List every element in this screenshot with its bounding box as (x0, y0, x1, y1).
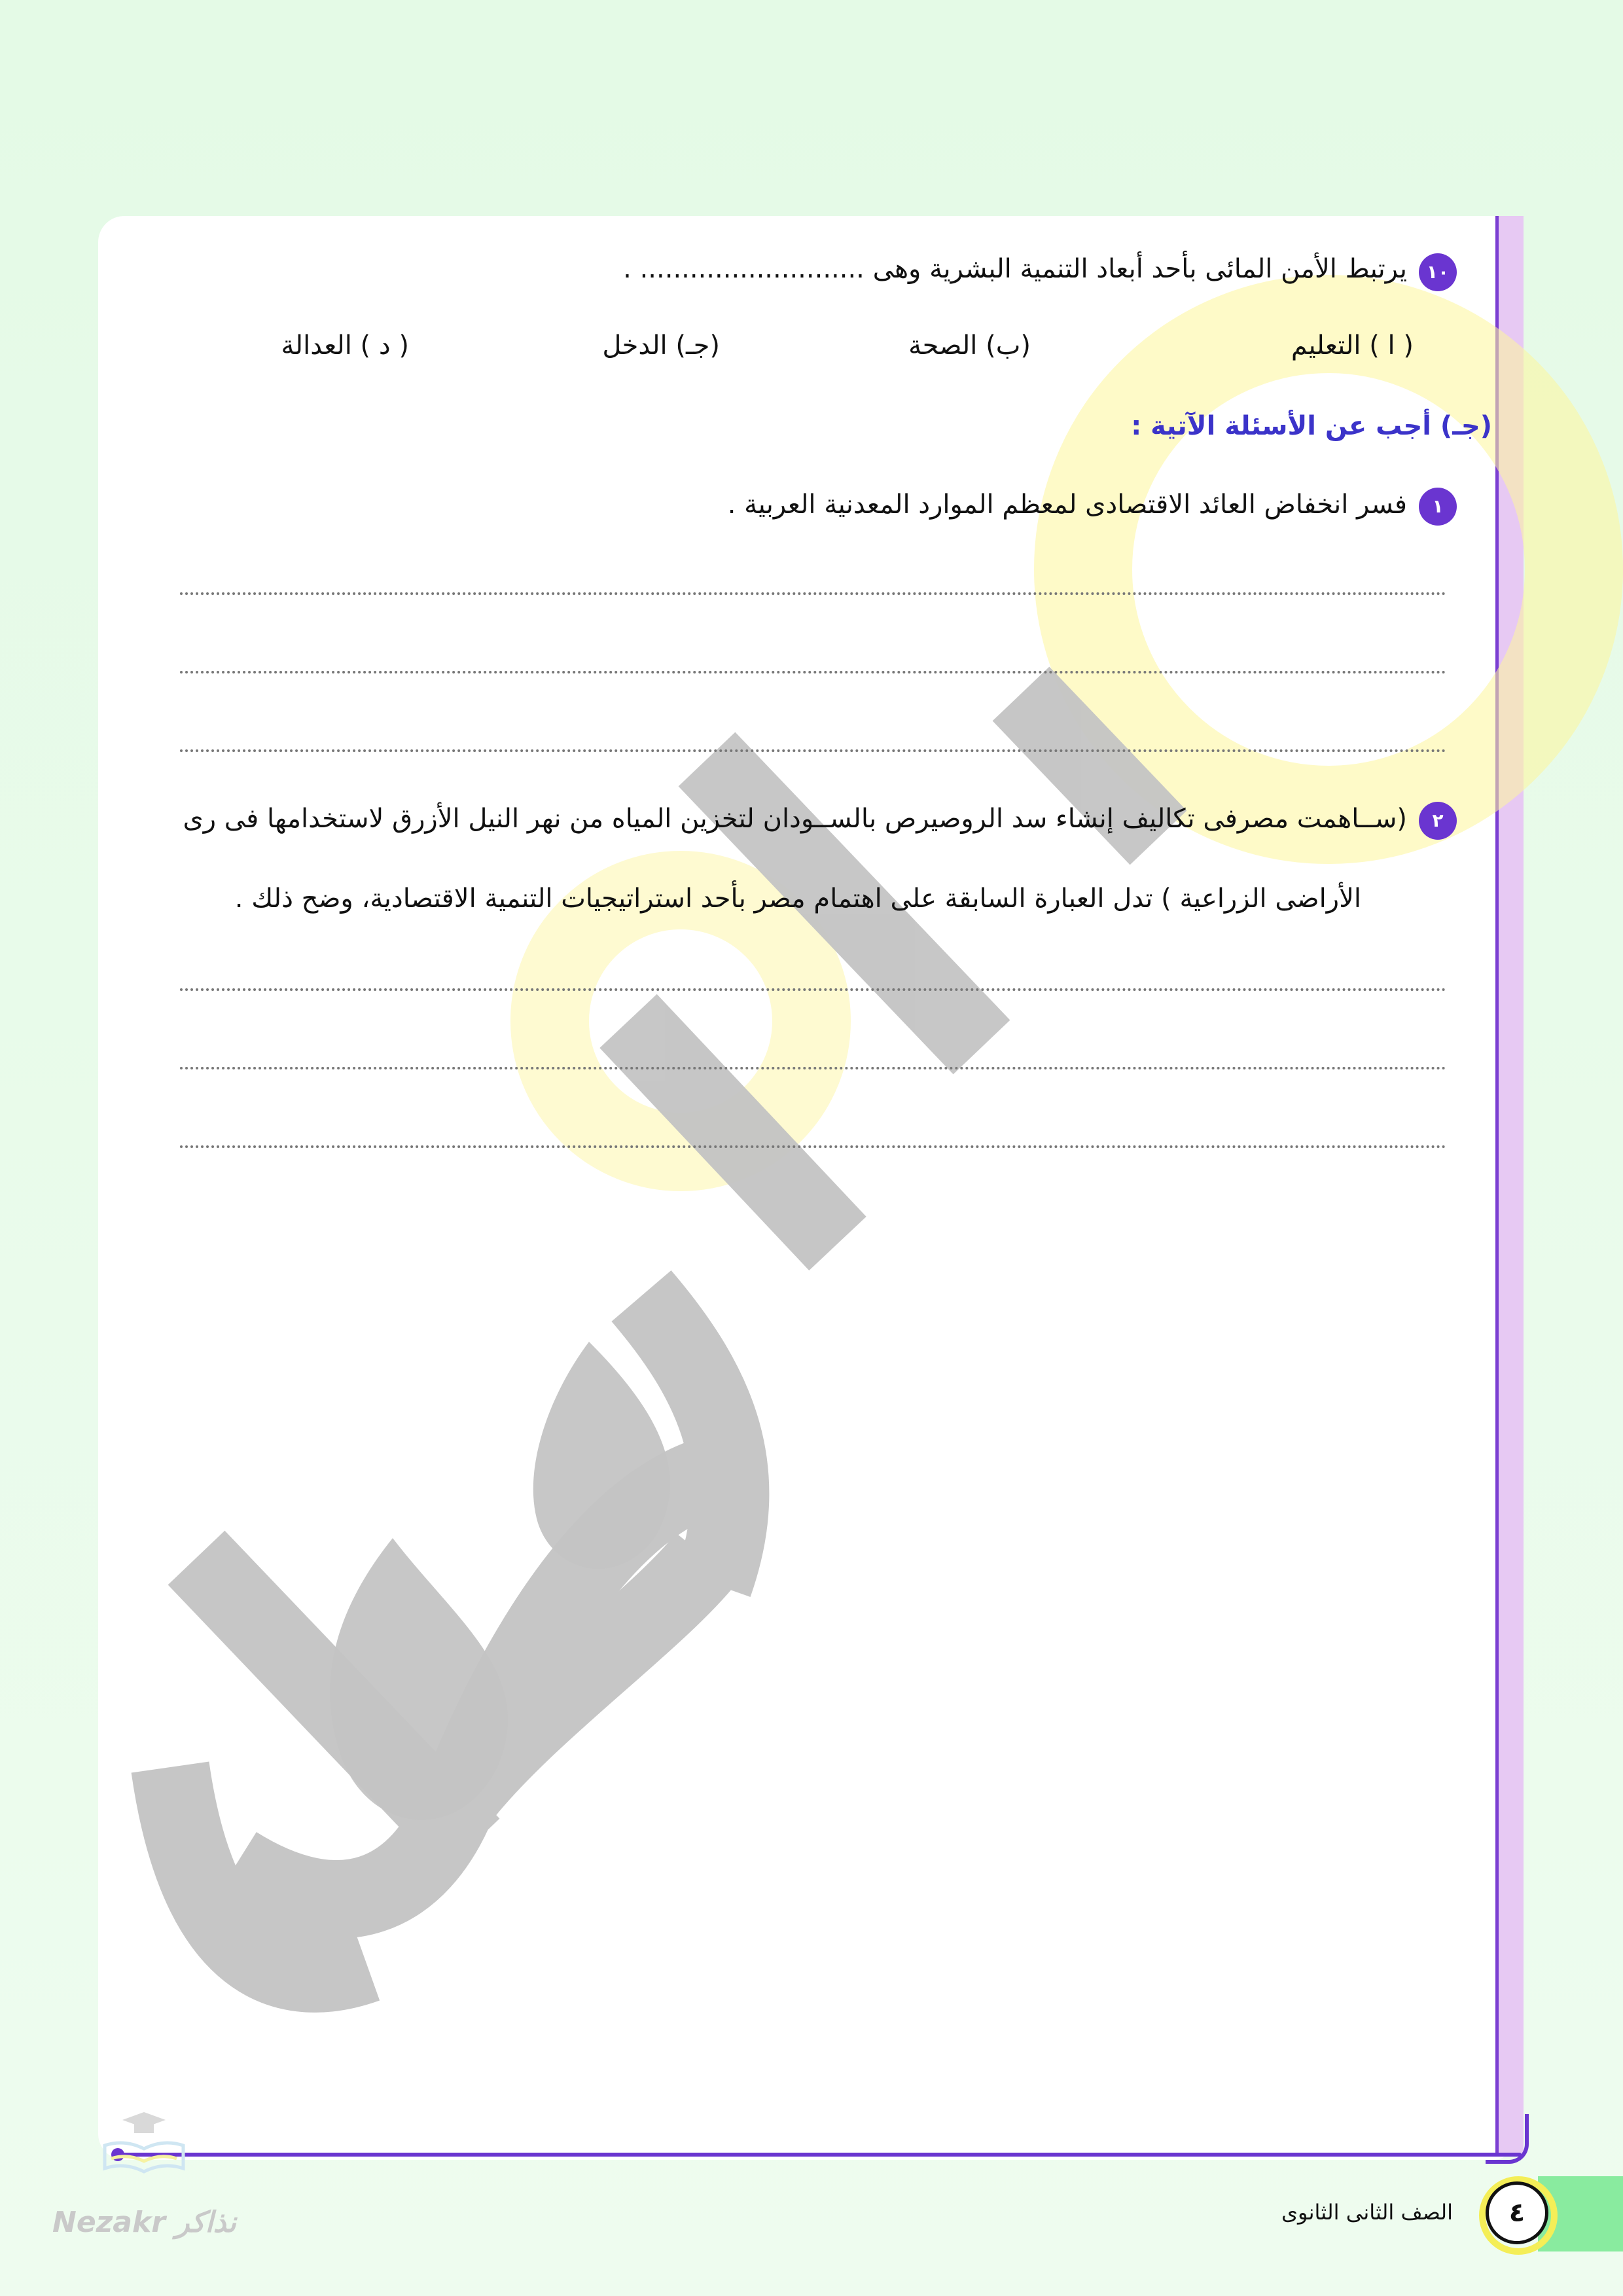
answer-line-1[interactable] (180, 592, 1446, 595)
grade-label: الصف الثانى الثانوى (1281, 2200, 1453, 2225)
page-number: ٤ (1486, 2181, 1548, 2244)
question-1-number: ١ (1419, 488, 1457, 526)
option-c: (جـ) الدخل (602, 331, 720, 361)
question-2-line-1: (ســاهمت مصرفى تكاليف إنشاء سد الروصيرص بالســودان لتخزين المياه من نهر النيل الأزرق لاستخدامها فى رى (183, 804, 1407, 834)
bottom-rule (118, 2153, 1522, 2157)
answer-line-6[interactable] (180, 1145, 1446, 1148)
answer-line-3[interactable] (180, 749, 1446, 752)
open-book-icon (98, 2139, 190, 2178)
graduation-cap-icon (121, 2111, 167, 2137)
question-2-number: ٢ (1419, 802, 1457, 840)
option-d: ( د ) العدالة (281, 331, 409, 361)
right-margin-bar (1495, 216, 1524, 2153)
answer-line-4[interactable] (180, 988, 1446, 991)
question-2-line-2: الأراضى الزراعية ) تدل العبارة السابقة على اهتمام مصر بأحد استراتيجيات التنمية الاقتصادية، وضح ذلك . (234, 884, 1361, 914)
question-10-number: ١٠ (1419, 253, 1457, 291)
corner-curve (1486, 2114, 1529, 2164)
answer-line-5[interactable] (180, 1067, 1446, 1069)
answer-line-2[interactable] (180, 671, 1446, 673)
question-1-text: فسر انخفاض العائد الاقتصادى لمعظم الموارد المعدنية العربية . (727, 490, 1407, 520)
publisher-logo: Nezakr نذاكر (52, 2206, 237, 2239)
option-b: (ب) الصحة (908, 331, 1031, 361)
option-a: ( ا ) التعليم (1291, 331, 1414, 361)
section-title: (جـ) أجب عن الأسئلة الآتية : (1131, 411, 1492, 441)
question-10-text: يرتبط الأمن المائى بأحد أبعاد التنمية البشرية وهى ........................... . (623, 254, 1407, 284)
